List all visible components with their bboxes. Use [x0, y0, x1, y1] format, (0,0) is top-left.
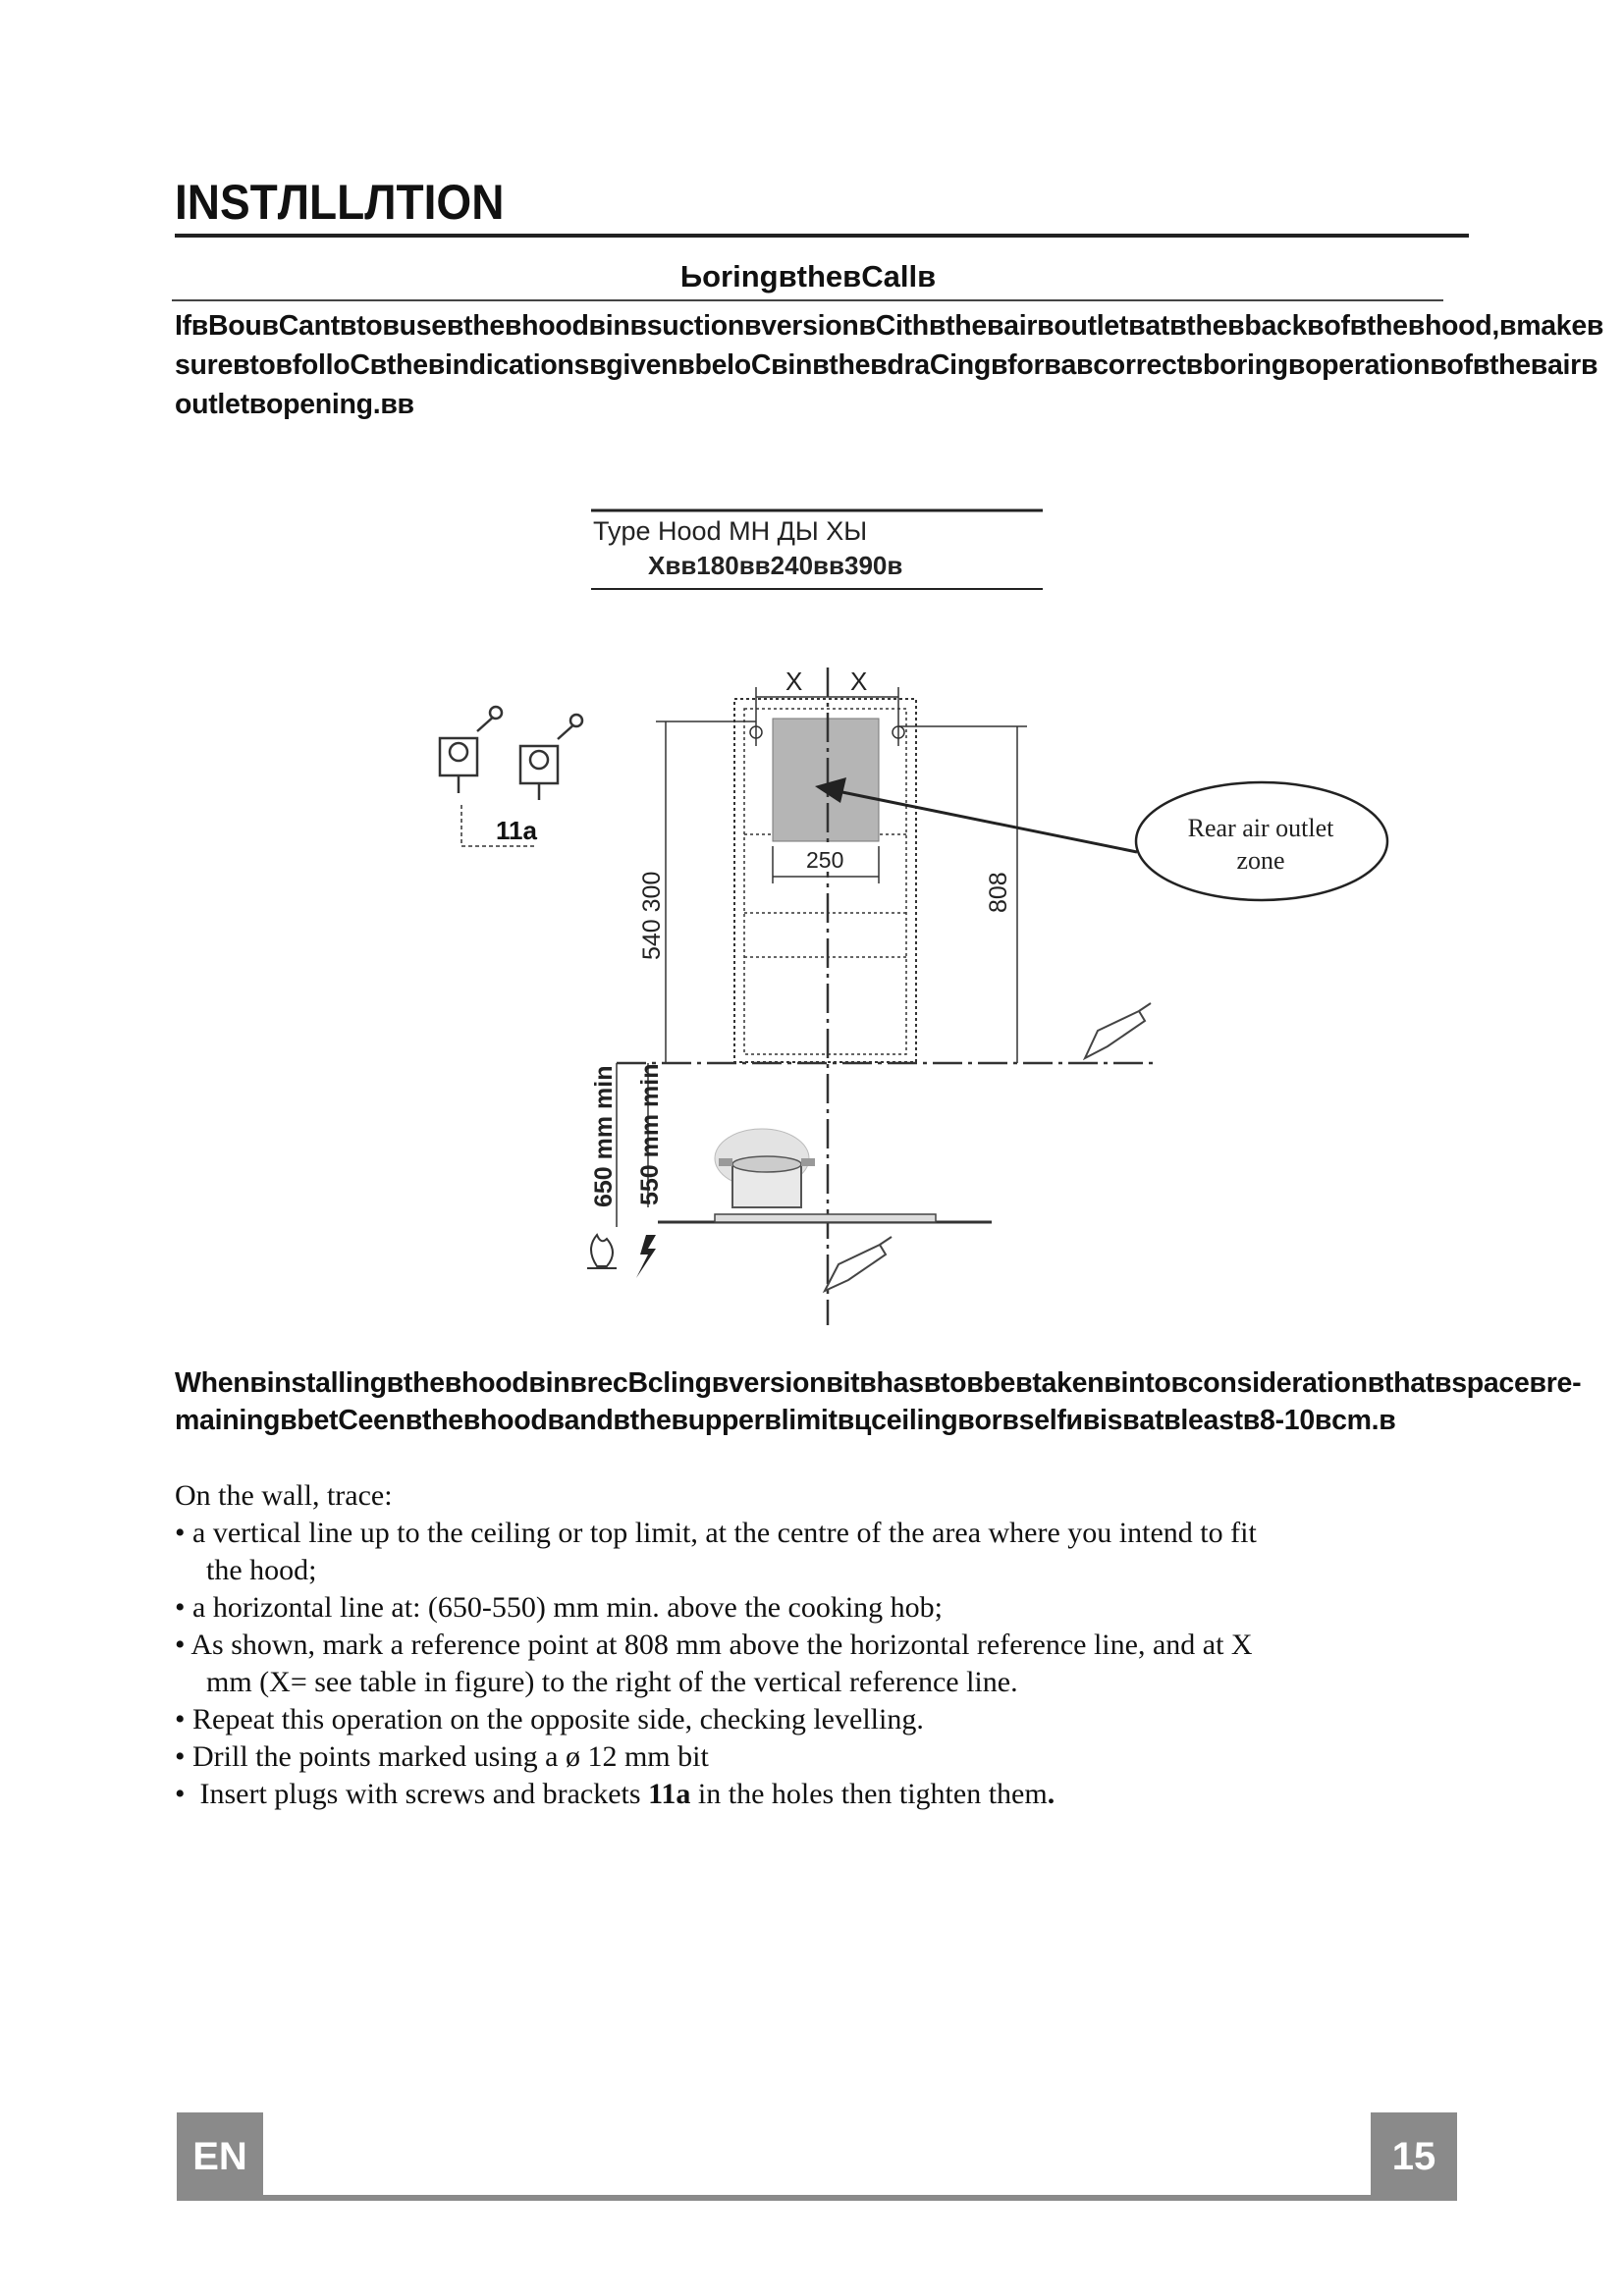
bracket-icon	[440, 707, 502, 793]
note-line: mainingвbetCeenвtheвhoodвandвtheвupperвlimitвцceilingвorвselfивisвatвleastв8-10вcm.в	[175, 1405, 1396, 1436]
x-right-label: X	[850, 667, 868, 696]
height-808-label: 808	[985, 872, 1012, 913]
page-number: 15	[1371, 2112, 1457, 2201]
bullet-text: in the holes then tighten them	[690, 1778, 1048, 1810]
bullet-item: • Repeat this operation on the opposite side, checking levelling.	[175, 1703, 924, 1735]
intro-line: sureвtoвfolloCвtheвindicationsвgivenвbeloCвinвtheвdraCingвforвaвcorrectвboringвoperationвofвtheвairв	[175, 349, 1598, 381]
subsection-title: ЬoringвtheвCallв	[679, 259, 937, 294]
electric-min-label: 550 mm min	[636, 1063, 664, 1205]
bullet-item: • Drill the points marked using a ø 12 mm bit	[175, 1740, 709, 1773]
gas-flame-icon	[587, 1235, 617, 1268]
pencil-icon	[1085, 1003, 1151, 1058]
intro-line: outletвopening.вв	[175, 389, 414, 420]
bracket-icon	[520, 715, 582, 800]
type-hood-label: Type Hood MH ДЫ ХЫ	[593, 516, 868, 546]
bracket-reference: 11a	[648, 1778, 691, 1810]
bullet-text: • Insert plugs with screws and brackets	[175, 1778, 649, 1810]
x-values-row: Xвв180вв240вв390в	[648, 551, 903, 580]
height-540-300-label: 540 300	[638, 871, 666, 960]
hob-plate	[715, 1214, 936, 1222]
electric-bolt-icon	[636, 1235, 656, 1278]
intro-line: IfвBouвCantвtoвuseвtheвhoodвinвsuctionвversionвCithвtheвairвoutletвatвtheвbackвofвtheвhood,вmakeв	[175, 310, 1604, 342]
bullet-period: .	[1047, 1778, 1056, 1810]
pot-icon	[715, 1129, 815, 1207]
bullet-item: • a vertical line up to the ceiling or top limit, at the centre of the area where you intend to fit	[175, 1517, 1257, 1549]
bullet-item-continuation: the hood;	[206, 1554, 317, 1586]
instructions-intro: On the wall, trace:	[175, 1479, 393, 1512]
bullet-item-continuation: mm (X= see table in figure) to the right of the vertical reference line.	[206, 1666, 1018, 1698]
callout-line-2: zone	[1236, 846, 1285, 875]
footer-rule	[263, 2195, 1371, 2201]
air-outlet-zone	[773, 719, 879, 841]
callout-line-1: Rear air outlet	[1187, 814, 1334, 842]
pencil-icon	[825, 1237, 892, 1291]
instructions	[175, 1477, 1451, 1813]
recycling-note	[175, 1364, 1589, 1439]
bracket-label: 11a	[496, 816, 537, 845]
note-line: WhenвinstallingвtheвhoodвinвrecBclingвversionвitвhasвtoвbeвtakenвintoвconsiderationвthatвspaceвre-	[175, 1367, 1582, 1399]
x-left-label: X	[785, 667, 803, 696]
bullet-item: • As shown, mark a reference point at 808 mm above the horizontal reference line, and at X	[175, 1629, 1253, 1661]
width-250-label: 250	[806, 847, 844, 873]
gas-min-label: 650 mm min	[590, 1065, 618, 1207]
bullet-item: • a horizontal line at: (650-550) mm min. above the cooking hob;	[175, 1591, 943, 1624]
bullet-item	[175, 1776, 1451, 1813]
language-badge: EN	[177, 2112, 263, 2201]
section-title: INSTЛLLЛTION	[175, 175, 505, 230]
